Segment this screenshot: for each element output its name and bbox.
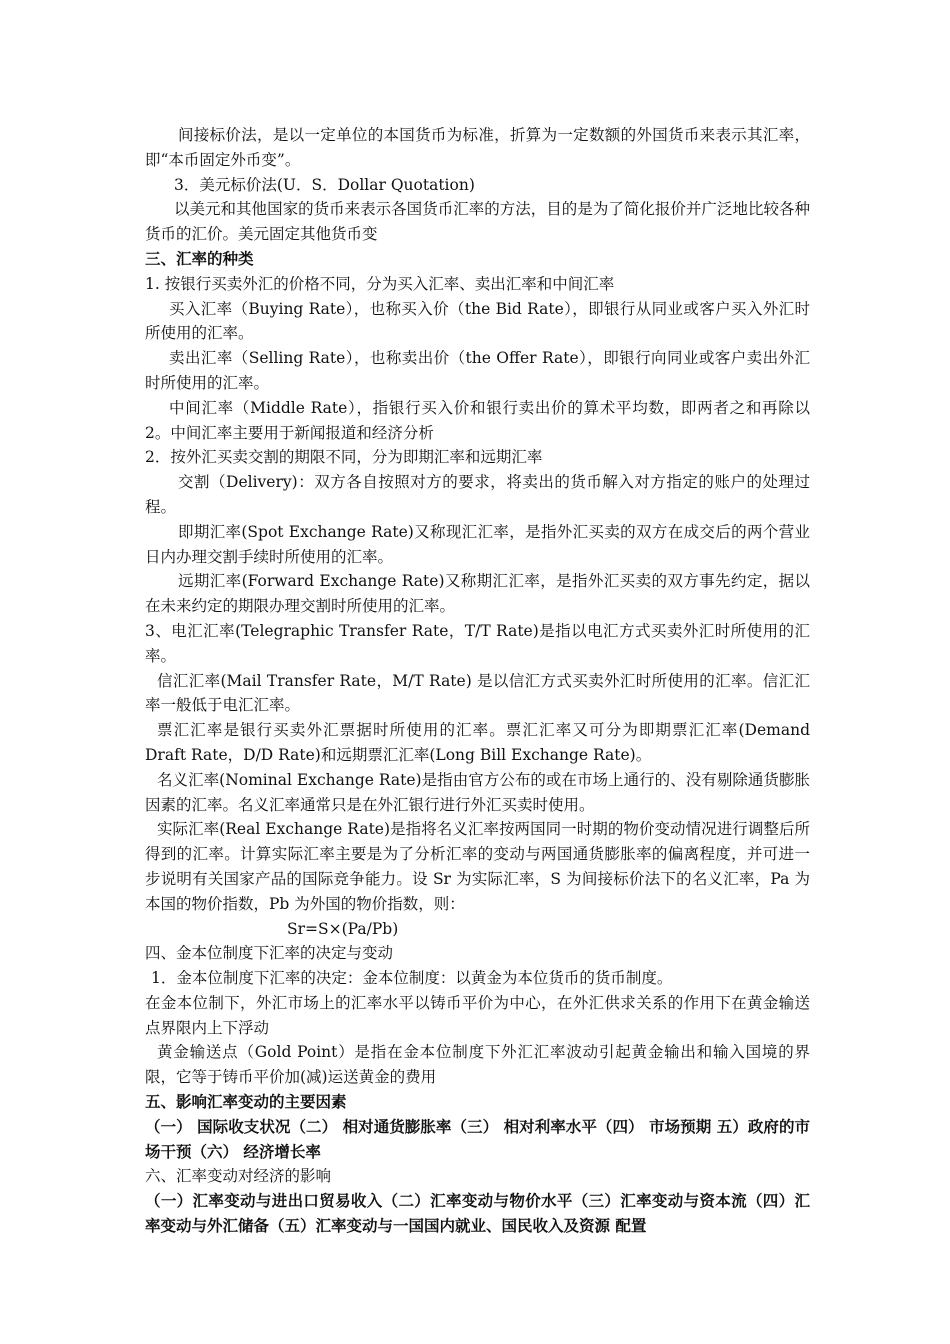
- paragraph-tt-rate: 3、电汇汇率(Telegraphic Transfer Rate，T/T Rate)是指以电汇方式买卖外汇时所使用的汇率。: [145, 621, 810, 665]
- paragraph-selling-rate: 卖出汇率（Selling Rate），也称卖出价（the Offer Rate），即银行向同业或客户卖出外汇时所使用的汇率。: [145, 349, 810, 392]
- paragraph-forward-rate: 远期汇率(Forward Exchange Rate)又称期汇汇率，是指外汇买卖的双方事先约定，据以在未来约定的期限办理交割时所使用的汇率。: [145, 572, 810, 616]
- paragraph-draft-rate: 票汇汇率是银行买卖外汇票据时所使用的汇率。票汇汇率又可分为即期票汇汇率(Demand Draft Rate，D/D Rate)和远期票汇汇率(Long Bill Exchange Rate)。: [145, 721, 810, 764]
- paragraph-spot-rate: 即期汇率(Spot Exchange Rate)又称现汇汇率，是指外汇买卖的双方在成交后的两个营业日内办理交割手续时所使用的汇率。: [145, 522, 810, 566]
- paragraph-middle-rate: 中间汇率（Middle Rate），指银行买入价和银行卖出价的算术平均数，即两者之和再除以 2。中间汇率主要用于新闻报道和经济分析: [145, 398, 810, 442]
- document-body: [145, 123, 810, 1239]
- paragraph-gold-standard: 1．金本位制度下汇率的决定：金本位制度：以黄金为本位货币的货币制度。: [151, 969, 673, 988]
- section-heading-3: 三、汇率的种类: [145, 248, 254, 268]
- heading-usd-quotation: 3．美元标价法(U．S．Dollar Quotation): [174, 175, 475, 194]
- subheading-bank-price: 1. 按银行买卖外汇的价格不同，分为买入汇率、卖出汇率和中间汇率: [145, 274, 615, 293]
- paragraph-economic-effects: （一）汇率变动与进出口贸易收入（二）汇率变动与物价水平（三）汇率变动与资本流（四）汇率变动与外汇储备（五）汇率变动与一国国内就业、国民收入及资源 配置: [145, 1191, 810, 1236]
- paragraph-gold-point: 黄金输送点（Gold Point）是指在金本位制度下外汇汇率波动引起黄金输出和输入国境的界限，它等于铸币平价加(减)运送黄金的费用: [145, 1043, 810, 1087]
- paragraph-real-rate: 实际汇率(Real Exchange Rate)是指将名义汇率按两国同一时期的物价变动情况进行调整后所得到的汇率。计算实际汇率主要是为了分析汇率的变动与两国通货膨胀率的偏离程度，并可进一步说明有关国家产品的国际竞争能力。设 Sr 为实际汇率，S 为间接标价法下的名义汇率，Pa 为本国的物价指数，Pb 为外国的物价指数，则：: [145, 820, 810, 913]
- section-heading-6: 六、汇率变动对经济的影响: [145, 1167, 332, 1186]
- paragraph-delivery: 交割（Delivery)：双方各自按照对方的要求，将卖出的货币解入对方指定的账户的处理过程。: [145, 473, 810, 516]
- paragraph-mt-rate: 信汇汇率(Mail Transfer Rate，M/T Rate) 是以信汇方式买卖外汇时所使用的汇率。信汇汇率一般低于电汇汇率。: [145, 671, 810, 715]
- paragraph-gold-standard-fluctuation: 在金本位制下，外汇市场上的汇率水平以铸币平价为中心，在外汇供求关系的作用下在黄金输送点界限内上下浮动: [145, 993, 810, 1037]
- paragraph-influencing-factors: （一） 国际收支状况（二） 相对通货膨胀率（三） 相对利率水平（四） 市场预期 五）政府的市场干预（六） 经济增长率: [145, 1116, 810, 1161]
- paragraph-indirect-quotation: 间接标价法，是以一定单位的本国货币为标准，折算为一定数额的外国货币来表示其汇率，即“本币固定外币变”。: [145, 126, 810, 169]
- section-heading-5: 五、影响汇率变动的主要因素: [145, 1092, 347, 1112]
- formula-real-rate: Sr=S×(Pa/Pb): [287, 919, 399, 938]
- paragraph-nominal-rate: 名义汇率(Nominal Exchange Rate)是指由官方公布的或在市场上通行的、没有剔除通货膨胀因素的汇率。名义汇率通常只是在外汇银行进行外汇买卖时使用。: [145, 770, 810, 814]
- paragraph-buying-rate: 买入汇率（Buying Rate），也称买入价（the Bid Rate），即银行从同业或客户买入外汇时所使用的汇率。: [145, 299, 810, 343]
- subheading-delivery-term: 2．按外汇买卖交割的期限不同，分为即期汇率和远期汇率: [145, 448, 543, 467]
- paragraph-usd-quotation: 以美元和其他国家的货币来表示各国货币汇率的方法，目的是为了简化报价并广泛地比较各种货币的汇价。美元固定其他货币变: [145, 200, 810, 244]
- section-heading-4: 四、金本位制度下汇率的决定与变动: [145, 944, 394, 963]
